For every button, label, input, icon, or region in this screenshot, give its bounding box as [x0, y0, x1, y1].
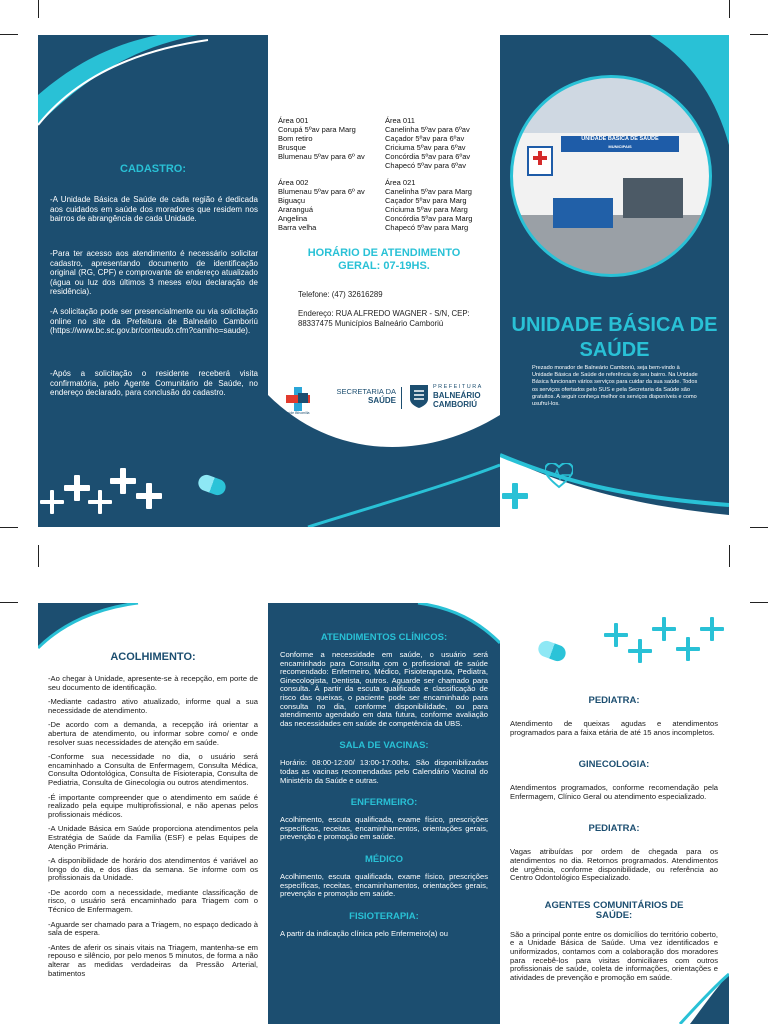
phone-text: Telefone: (47) 32616289 [298, 290, 383, 299]
section-title-cadastro: CADASTRO: [120, 163, 186, 175]
plus-icon [136, 483, 162, 509]
crop-mark [729, 545, 730, 567]
plus-icon [652, 617, 676, 641]
cadastro-paragraph: -Após a solicitação o residente receberá visita confirmatória, pelo Agente Comunitário de Saúde, no endereço declarado, para conclusão do cadastro. [50, 369, 258, 398]
area-block: Área 021 Canelinha 5ºav para Marg Caçador 5ºav para Marg Criciuma 5ºav para Marg Concórdia 5ºav para Marg Chapecó 5ºav para Marg [385, 178, 473, 232]
crop-mark [38, 545, 39, 567]
cadastro-paragraph: -A Unidade Básica de Saúde de cada região é dedicada aos cuidados em saúde dos moradores que residem nos bairros de abrangência de cada Unidade. [50, 195, 258, 224]
panel-cadastro [38, 35, 268, 527]
pill-icon [536, 639, 568, 664]
specialties-list: PEDIATRA: Atendimento de queixas agudas e atendimentos programados para a faixa etária de até 15 anos incompletos. GINECOLOGIA: Atendimentos programados, conforme recomendação pela Enfermagem, Clínico Geral ou atendimento especializado. PEDIATRA: Vagas atribuídas por ordem de chegada para os atendimentos no dia. Retornos programados. Atendimentos de urgência, conforme disponibilidade, ou referência ao Centro Odontológico Especializado. AGENTES COMUNITÁRIOS DE SAÚDE: São a principal ponte entre os domicílios do território coberto, e a Unidade Básica de Saúde. Uma vez identificados e uniformizados, contamos com a colaboração dos moradores para recebê-los para visitas domiciliares com outros profissionais de saúde, coleta de informações, orientações e atividades de prevenção e promoção em saúde. [510, 695, 718, 982]
photo-sign: UNIDADE BÁSICA DE SAÚDE MUNICIPAIS [561, 136, 679, 152]
crop-mark [750, 602, 768, 603]
decorative-wave [38, 603, 268, 683]
photo-window [623, 178, 683, 218]
ubs-photo [510, 75, 712, 277]
panel-acolhimento [38, 603, 268, 1024]
plus-icon [40, 490, 64, 514]
heart-pulse-icon [545, 463, 573, 489]
photo-red-cross-sign [527, 146, 553, 176]
plus-icon [676, 637, 700, 661]
crop-mark [750, 34, 768, 35]
acolhimento-list: -Ao chegar à Unidade, apresente-se à recepção, em porte de seu documento de identificação. -Mediante cadastro ativo atualizado, informe qual a sua necessidade de atendimento. -De acordo com a demanda, a recepção irá orientar a abertura de atendimento, ou informar sobre como/ e onde resolver suas necessidades de atenção em saúde. -Conforme sua necessidade no dia, o usuário será encaminhado a Consulta de Enfermagem, Consulta Médica, Consulta Odontológica, Consulta de Fisioterapia, Consulta de Pediatria, Consulta de Ginecologia ou outros atendimentos. -É importante compreender que o atendimento em saúde é realizado pela equipe multiprofissional, e não apenas pelos profissionais médicos. -A Unidade Básica em Saúde proporciona atendimentos pela Estratégia de Saúde da Família (ESF) e pelas Equipes de Atenção Primária. -A disponibilidade de horário dos atendimentos é variável ao longo do dia, e dos dias da semana. Se informe com os profissionais da Unidade. -De acordo com a necessidade, mediante classificação de risco, o usuário será encaminhado para Triagem com o Técnico de Enfermagem. -Aguarde ser chamado para a Triagem, no espaço dedicado à sala de espera. -Antes de aferir os sinais vitais na Triagem, mantenha-se em repouso e silêncio, por pelo menos 5 minutos, de forma a não alterar as medidas verdadeiras da Pressão Arterial, batimentos [48, 674, 258, 978]
panel-areas: Área 001 Corupá 5ºav para Marg Bom retiro Brusque Blumenau 5ºav para 6º av Área 011 Canelinha 5ºav para 6ºav Caçador 5ºav para 6ºav Criciuma 5ºav para 6ºav Concórdia 5ºav para 6ºav Chapecó 5ºav para 6ºav Área 002 Blumenau 5ºav para 6º av Biguaçu Araranguá Angelina Barra velha Área 021 Canelinha 5ºav para Marg Caçador 5ºav para Marg Criciuma 5ºav para Marg Concórdia 5ºav para Marg Chapecó 5ºav para Marg HORÁRIO DE ATENDIMENTO GERAL: 07-19HS. Telefone: (47) 32616289 Endereço: RUA ALFREDO WAGNER - S/N, CEP: 88337475 Municípios Balneário Camboriú Saúde Bthomilla SECRETARIA DA SAÚDE PREFEITURA BALNEÁRIO CAMBORIÚ [268, 35, 500, 527]
crop-mark [729, 0, 730, 18]
decorative-wave [500, 964, 729, 1024]
photo-fence [553, 198, 613, 228]
logo-secretaria: SECRETARIA DA SAÚDE [336, 387, 396, 405]
plus-icon [502, 483, 528, 509]
plus-icon [64, 475, 90, 501]
cover-title: UNIDADE BÁSICA DE SAÚDE [511, 314, 718, 361]
cadastro-paragraph: -A solicitação pode ser presencialmente ou via solicitação online no site da Prefeitura de Balneário Camboriú (https://www.bc.sc.gov.br/conteudo.cfm?camiho=saude). [50, 307, 258, 336]
panel-especialidades [500, 603, 729, 1024]
crop-mark [38, 0, 39, 18]
crop-mark [750, 527, 768, 528]
plus-icon [88, 490, 112, 514]
area-block: Área 011 Canelinha 5ºav para 6ºav Caçador 5ºav para 6ºav Criciuma 5ºav para 6ºav Concórdia 5ºav para 6ºav Chapecó 5ºav para 6ºav [385, 116, 471, 170]
logo-divider [401, 387, 402, 409]
city-crest-icon [408, 383, 430, 409]
decorative-wave [38, 35, 268, 155]
section-title-acolhimento: ACOLHIMENTO: [110, 651, 196, 663]
plus-icon [110, 468, 136, 494]
plus-icon [628, 639, 652, 663]
area-block: Área 002 Blumenau 5ºav para 6º av Biguaçu Araranguá Angelina Barra velha [278, 178, 365, 232]
plus-icon [604, 623, 628, 647]
crop-mark [0, 602, 18, 603]
panel-cover [500, 35, 729, 527]
services-list: ATENDIMENTOS CLÍNICOS: Conforme a necessidade em saúde, o usuário será encaminhado para Consulta com o profissional de saúde recomendado: Enfermeiro, Médico, Fisioterapeuta, Pediatra, Ginecologista, Dentista, outros. Aguarde ser chamado para consulta. À partir da escuta qualificada e classificação de risco das queixas, o paciente pode ser encaminhado para consulta no dia, conforme disponibilidade, ou para atendimento agendado em data futura, conforme avaliação das necessidades em saúde de competência da UBS. SALA DE VACINAS: Horário: 08:00-12:00/ 13:00-17:00hs. São disponibilizadas todas as vacinas recomendadas pelo Calendário Vacinal do Ministério da Saúde e outras. ENFERMEIRO: Acolhimento, escuta qualificada, exame físico, prescrições específicas, receitas, encaminhamentos, orientações gerais, prevenção e promoção em saúde. MÉDICO Acolhimento, escuta qualificada, exame físico, prescrições específicas, receitas, encaminhamentos, orientações gerais, prevenção e promoção em saúde. FISIOTERAPIA: A partir da indicação clínica pelo Enfermeiro(a) ou [280, 632, 488, 938]
decorative-wave [268, 35, 500, 527]
logo-saude-small: Saúde Bthomilla [284, 383, 320, 419]
hours-title: HORÁRIO DE ATENDIMENTO GERAL: 07-19HS. [307, 247, 461, 272]
pill-icon [196, 473, 228, 498]
panel-servicos [268, 603, 500, 1024]
plus-icon [528, 497, 556, 525]
address-text: Endereço: RUA ALFREDO WAGNER - S/N, CEP: 88337475 Municípios Balneário Camboriú [298, 309, 470, 328]
crop-mark [0, 34, 18, 35]
plus-icon [700, 617, 724, 641]
cover-intro: Prezado morador de Balneário Camboriú, seja bem-vindo à Unidade Básica de Saúde de referência do seu bairro. Na Unidade Básica funcionam vários serviços para cuidar da sua saúde. Todos os serviços ofertados pelo SUS e pela Secretaria da Saúde são gratuitos. A seguir conheça melhor os serviços disponíveis e como usufruí-los. [532, 365, 698, 408]
cadastro-paragraph: -Para ter acesso aos atendimento é necessário solicitar cadastro, apresentando documento de identificação original (RG, CPF) e comprovante de endereço atualizado (água ou luz dos últimos 3 meses e/ou declaração de residência). [50, 249, 258, 297]
crop-mark [0, 527, 18, 528]
area-block: Área 001 Corupá 5ºav para Marg Bom retiro Brusque Blumenau 5ºav para 6º av [278, 116, 365, 161]
